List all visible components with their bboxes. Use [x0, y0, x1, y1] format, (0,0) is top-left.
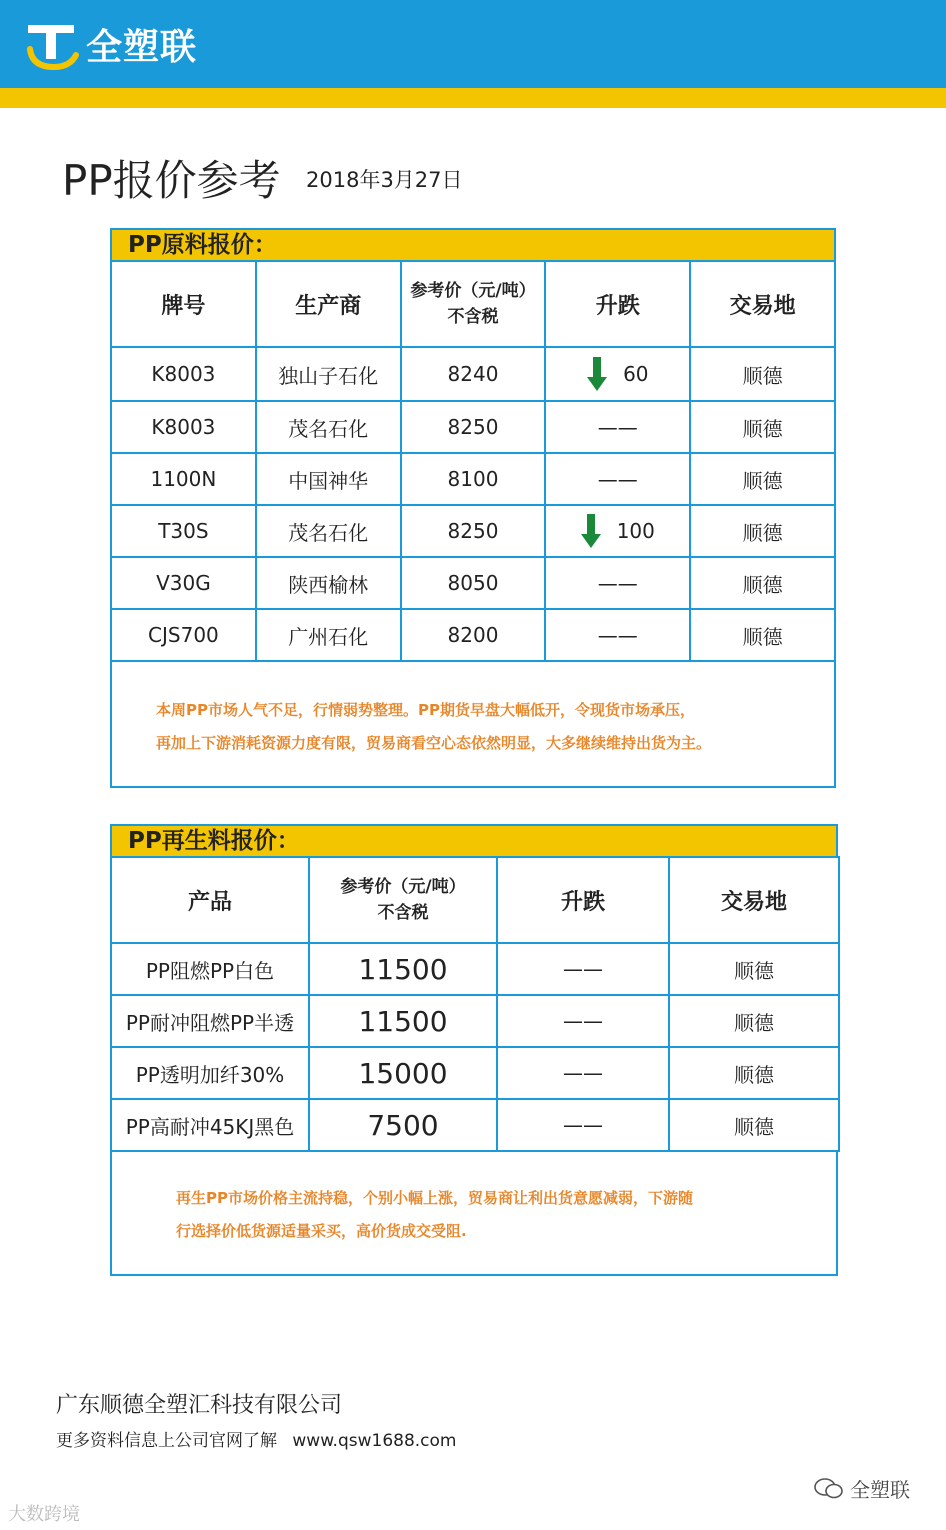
place-cell: 顺德: [669, 1099, 839, 1151]
table-row: [111, 943, 839, 995]
change-cell: [545, 347, 690, 401]
col-header-price-line2: 不含税: [447, 307, 499, 327]
place-cell: 顺德: [690, 609, 835, 661]
grade-cell: T30S: [111, 505, 256, 557]
price-cell: 8250: [401, 505, 546, 557]
change-value: ——: [597, 415, 638, 440]
maker-cell: 茂名石化: [256, 401, 401, 453]
change-cell: ——: [497, 1047, 669, 1099]
change-cell: ——: [497, 995, 669, 1047]
product-cell: PP阻燃PP白色: [111, 943, 309, 995]
col-header-place: 交易地: [690, 261, 835, 347]
table-row: [111, 505, 835, 557]
col-header-price: [309, 857, 497, 943]
header-stripe: [0, 88, 946, 108]
col-header-grade: 牌号: [111, 261, 256, 347]
place-cell: 顺德: [669, 995, 839, 1047]
col-header-price-line2: 不含税: [377, 903, 429, 923]
maker-cell: 茂名石化: [256, 505, 401, 557]
table-row: [111, 1047, 839, 1099]
down-arrow-icon: [581, 514, 601, 548]
change-cell: ——: [497, 943, 669, 995]
price-cell: 11500: [309, 943, 497, 995]
change-cell: ——: [497, 1099, 669, 1151]
place-cell: 顺德: [690, 401, 835, 453]
down-arrow-icon: [587, 357, 607, 391]
place-cell: 顺德: [690, 347, 835, 401]
footer-site-url[interactable]: www.qsw1688.com: [292, 1431, 457, 1451]
raw-section-heading: PP原料报价：: [110, 228, 836, 260]
change-cell: [545, 609, 690, 661]
price-cell: 11500: [309, 995, 497, 1047]
change-cell: [545, 453, 690, 505]
change-cell: [545, 557, 690, 609]
change-value: ——: [597, 467, 638, 492]
grade-cell: K8003: [111, 401, 256, 453]
page-title: PP报价参考: [62, 156, 281, 205]
table-row: [111, 609, 835, 661]
price-cell: 8240: [401, 347, 546, 401]
recycled-note-line: 再生PP市场价格主流持稳，个别小幅上涨，贸易商让利出货意愿减弱，下游随: [176, 1189, 693, 1207]
table-row: [111, 347, 835, 401]
recycled-market-note: [110, 1152, 838, 1276]
change-cell: [545, 401, 690, 453]
table-row: [111, 1099, 839, 1151]
footer-site-text: 更多资料信息上公司官网了解: [56, 1431, 277, 1451]
change-value: ——: [597, 623, 638, 648]
col-header-place: 交易地: [669, 857, 839, 943]
price-cell: 15000: [309, 1047, 497, 1099]
place-cell: 顺德: [669, 1047, 839, 1099]
wechat-icon: [814, 1477, 844, 1501]
maker-cell: 陕西榆林: [256, 557, 401, 609]
logo-icon: [22, 15, 80, 73]
raw-material-section: [110, 228, 836, 788]
change-value: ——: [597, 571, 638, 596]
wechat-label: 全塑联: [850, 1478, 910, 1502]
corner-watermark: 大数跨境: [8, 1504, 80, 1525]
col-header-change: 升跌: [545, 261, 690, 347]
table-row: [111, 401, 835, 453]
col-header-price: [401, 261, 546, 347]
col-header-change: 升跌: [497, 857, 669, 943]
grade-cell: V30G: [111, 557, 256, 609]
table-row: [111, 453, 835, 505]
product-cell: PP耐冲阻燃PP半透: [111, 995, 309, 1047]
grade-cell: 1100N: [111, 453, 256, 505]
col-header-product: 产品: [111, 857, 309, 943]
table-header-row: [111, 261, 835, 347]
table-row: [111, 557, 835, 609]
maker-cell: 独山子石化: [256, 347, 401, 401]
raw-note-line: 本周PP市场人气不足，行情弱势整理。PP期货早盘大幅低开，令现货市场承压，: [156, 701, 695, 719]
product-cell: PP透明加纤30%: [111, 1047, 309, 1099]
recycled-price-table: [110, 856, 840, 1152]
product-cell: PP高耐冲45KJ黑色: [111, 1099, 309, 1151]
grade-cell: K8003: [111, 347, 256, 401]
place-cell: 顺德: [690, 505, 835, 557]
table-row: [111, 995, 839, 1047]
maker-cell: 中国神华: [256, 453, 401, 505]
maker-cell: 广州石化: [256, 609, 401, 661]
change-cell: [545, 505, 690, 557]
raw-price-table: [110, 260, 836, 662]
raw-note-line: 再加上下游消耗资源力度有限，贸易商看空心态依然明显，大多继续维持出货为主。: [156, 734, 712, 752]
grade-cell: CJS700: [111, 609, 256, 661]
place-cell: 顺德: [669, 943, 839, 995]
brand-name: 全塑联: [86, 26, 198, 68]
change-value: 100: [616, 519, 655, 543]
top-banner: [0, 0, 946, 88]
recycled-section-heading: PP再生料报价：: [110, 824, 838, 856]
place-cell: 顺德: [690, 557, 835, 609]
recycled-note-line: 行选择价低货源适量采买，高价货成交受阻.: [176, 1222, 467, 1240]
wechat-account: [814, 1474, 910, 1503]
price-cell: 8050: [401, 557, 546, 609]
price-cell: 8100: [401, 453, 546, 505]
price-cell: 7500: [309, 1099, 497, 1151]
brand-logo: [22, 12, 197, 76]
footer-company: 广东顺德全塑汇科技有限公司: [56, 1393, 343, 1418]
price-cell: 8200: [401, 609, 546, 661]
col-header-price-line1: 参考价（元/吨）: [340, 877, 466, 897]
place-cell: 顺德: [690, 453, 835, 505]
col-header-price-line1: 参考价（元/吨）: [410, 281, 536, 301]
price-cell: 8250: [401, 401, 546, 453]
footer-site: [56, 1426, 457, 1451]
change-value: 60: [623, 362, 649, 386]
raw-market-note: [110, 662, 836, 788]
recycled-section: [110, 824, 838, 1276]
col-header-maker: 生产商: [256, 261, 401, 347]
table-header-row: [111, 857, 839, 943]
page-date: 2018年3月27日: [306, 168, 463, 192]
